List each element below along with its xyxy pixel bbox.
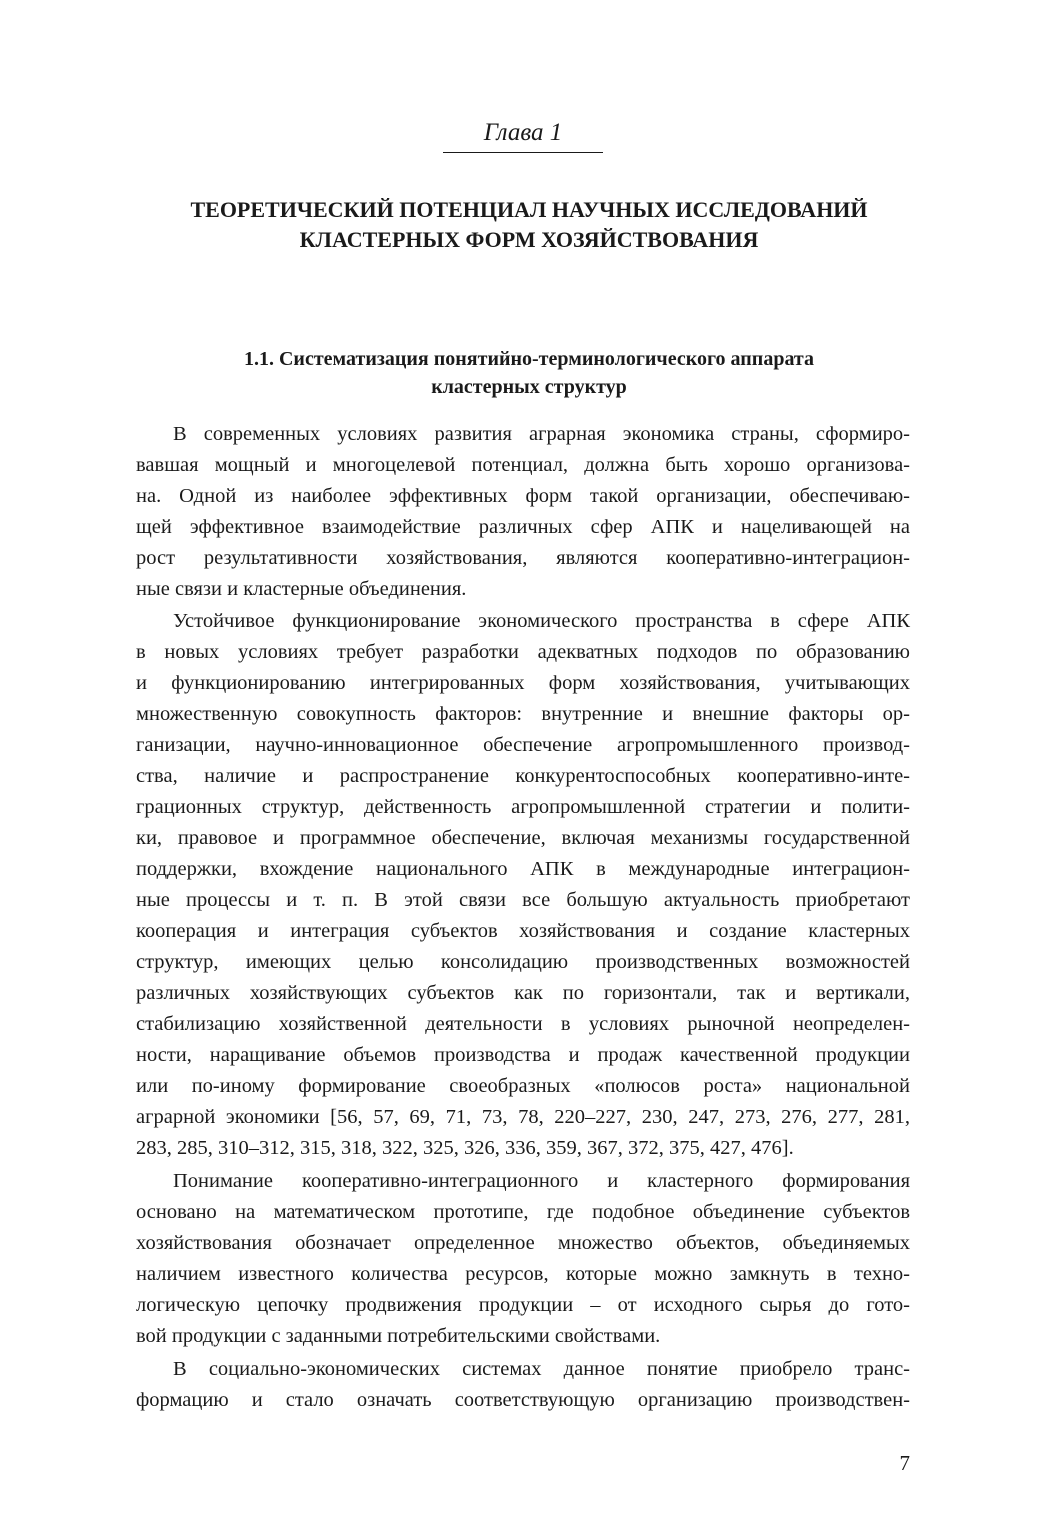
text-line: стабилизацию хозяйственной деятельности в условиях рыночной неопределен- [136,1013,910,1035]
chapter-label: Глава 1 [483,119,563,146]
text-line: множественную совокупность факторов: внутренние и внешние факторы ор- [136,703,910,725]
text-line: рост результативности хозяйствования, являются кооперативно-интеграцион- [136,547,910,569]
text-line: ные процессы и т. п. В этой связи все большую актуальность приобретают [136,889,910,911]
text-line: ки, правовое и программное обеспечение, включая механизмы государственной [136,827,910,849]
text-line: наличием известного количества ресурсов, которые можно замкнуть в техно- [136,1263,910,1285]
chapter-underline [443,152,603,153]
text-line: логическую цепочку продвижения продукции – от исходного сырья до гото- [136,1294,910,1316]
text-line: основано на математическом прототипе, где подобное объединение субъектов [136,1201,910,1223]
text-line: структур, имеющих целью консолидацию производственных возможностей [136,951,910,973]
text-line: В современных условиях развития аграрная экономика страны, сформиро- [173,423,910,445]
text-line: Устойчивое функционирование экономического пространства в сфере АПК [173,610,910,632]
section-title: 1.1. Систематизация понятийно-терминологического аппарата кластерных структур [243,348,815,398]
text-line: В социально-экономических системах данное понятие приобрело транс- [173,1358,910,1380]
text-line: Понимание кооперативно-интеграционного и кластерного формирования [173,1170,910,1192]
text-line: вавшая мощный и многоцелевой потенциал, должна быть хорошо организова- [136,454,910,476]
text-line: вой продукции с заданными потребительскими свойствами. [136,1325,661,1347]
text-line: на. Одной из наиболее эффективных форм такой организации, обеспечиваю- [136,485,910,507]
text-line: 283, 285, 310–312, 315, 318, 322, 325, 326, 336, 359, 367, 372, 375, 427, 476]. [136,1137,794,1159]
text-line: щей эффективное взаимодействие различных сфер АПК и нацеливающей на [136,516,910,538]
page-number: 7 [899,1451,910,1475]
chapter-title: ТЕОРЕТИЧЕСКИЙ ПОТЕНЦИАЛ НАУЧНЫХ ИССЛЕДОВАНИЙ КЛАСТЕРНЫХ ФОРМ ХОЗЯЙСТВОВАНИЯ [190,197,868,252]
text-line: аграрной экономики [56, 57, 69, 71, 73, 78, 220–227, 230, 247, 273, 276, 277, 281, [136,1106,910,1128]
text-line: ства, наличие и распространение конкурентоспособных кооперативно-инте- [136,765,910,787]
text-line: ности, наращивание объемов производства и продаж качественной продукции [136,1044,910,1066]
text-line: кооперация и интеграция субъектов хозяйствования и создание кластерных [136,920,910,942]
text-line: хозяйствования обозначает определенное множество объектов, объединяемых [136,1232,910,1254]
text-line: грационных структур, действенность агропромышленной стратегии и полити- [136,796,910,818]
text-line: ные связи и кластерные объединения. [136,578,467,600]
text-line: или по-иному формирование своеобразных «полюсов роста» национальной [136,1075,910,1097]
text-line: различных хозяйствующих субъектов как по горизонтали, так и вертикали, [136,982,910,1004]
text-line: поддержки, вхождение национального АПК в международные интеграцион- [136,858,910,880]
text-line: формацию и стало означать соответствующую организацию производствен- [136,1389,910,1411]
text-line: в новых условиях требует разработки адекватных подходов по образованию [136,641,910,663]
text-line: и функционированию интегрированных форм хозяйствования, учитывающих [136,672,910,694]
text-line: ганизации, научно-инновационное обеспечение агропромышленного производ- [136,734,910,756]
